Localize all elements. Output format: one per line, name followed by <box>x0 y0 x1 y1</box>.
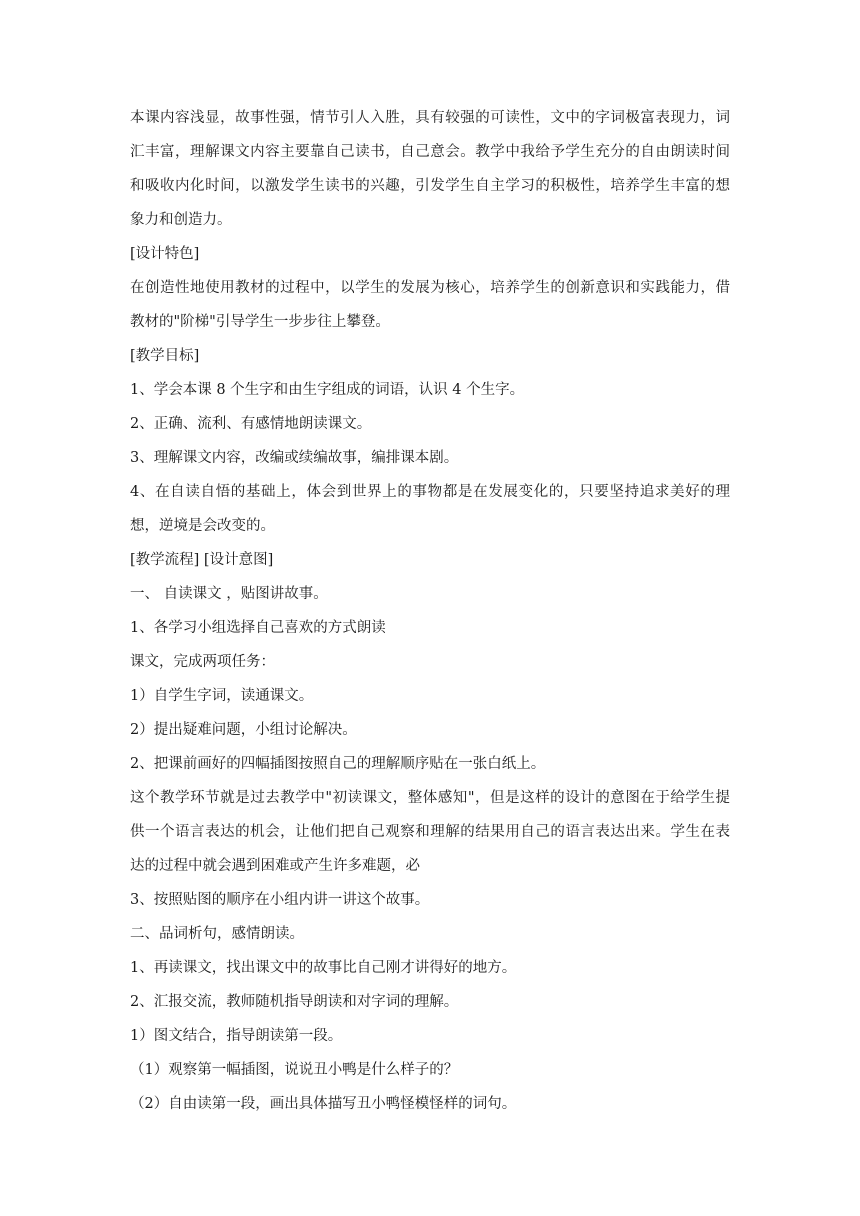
section-heading: [教学流程] [设计意图] <box>130 552 274 568</box>
list-item: 3、理解课文内容，改编或续编故事，编排课本剧。 <box>130 450 459 466</box>
list-item: 2、把课前画好的四幅插图按照自己的理解顺序贴在一张白纸上。 <box>130 756 546 772</box>
step-heading: 一、 自读课文 ，贴图讲故事。 <box>130 586 328 602</box>
paragraph-line: 本课内容浅显，故事性强，情节引人入胜，具有较强的可读性，文中的字词极富表现力，词 <box>130 110 730 126</box>
paragraph-line: 达的过程中就会遇到困难或产生许多难题，必 <box>130 858 420 874</box>
paragraph-line: 教材的"阶梯"引导学生一步步往上攀登。 <box>130 314 390 330</box>
section-heading: [设计特色] <box>130 246 200 262</box>
list-item: 1）自学生字词，读通课文。 <box>130 688 314 704</box>
list-item: 1）图文结合，指导朗读第一段。 <box>130 1028 343 1044</box>
list-item: 4、在自读自悟的基础上，体会到世界上的事物都是在发展变化的，只要坚持追求美好的理 <box>130 484 730 500</box>
paragraph-line: 和吸收内化时间，以激发学生读书的兴趣，引发学生自主学习的积极性，培养学生丰富的想 <box>130 178 730 194</box>
paragraph-line: 供一个语言表达的机会，让他们把自己观察和理解的结果用自己的语言表达出来。学生在表 <box>130 824 730 840</box>
list-item: 1、学会本课 8 个生字和由生字组成的词语，认识 4 个生字。 <box>130 382 525 398</box>
paragraph-line: 汇丰富，理解课文内容主要靠自己读书，自己意会。教学中我给予学生充分的自由朗读时间 <box>130 144 730 160</box>
paragraph-line: 课文，完成两项任务： <box>130 654 275 670</box>
list-item: 1、再读课文，找出课文中的故事比自己刚才讲得好的地方。 <box>130 960 517 976</box>
list-item: （2）自由读第一段，画出具体描写丑小鸭怪模怪样的词句。 <box>130 1096 517 1112</box>
paragraph-line: 在创造性地使用教材的过程中，以学生的发展为核心，培养学生的创新意识和实践能力，借 <box>130 280 730 296</box>
list-item: 2、正确、流利、有感情地朗读课文。 <box>130 416 372 432</box>
paragraph-line: 象力和创造力。 <box>130 212 232 228</box>
paragraph-line: 想，逆境是会改变的。 <box>130 518 275 534</box>
step-heading: 二、品词析句，感情朗读。 <box>130 926 304 942</box>
list-item: 2、汇报交流，教师随机指导朗读和对字词的理解。 <box>130 994 459 1010</box>
list-item: （1）观察第一幅插图，说说丑小鸭是什么样子的？ <box>130 1062 459 1078</box>
list-item: 3、按照贴图的顺序在小组内讲一讲这个故事。 <box>130 892 430 908</box>
list-item: 2）提出疑难问题，小组讨论解决。 <box>130 722 357 738</box>
section-heading: [教学目标] <box>130 348 200 364</box>
paragraph-line: 这个教学环节就是过去教学中"初读课文，整体感知"，但是这样的设计的意图在于给学生提 <box>130 790 730 806</box>
list-item: 1、各学习小组选择自己喜欢的方式朗读 <box>130 620 386 636</box>
document-body <box>130 104 730 1124</box>
